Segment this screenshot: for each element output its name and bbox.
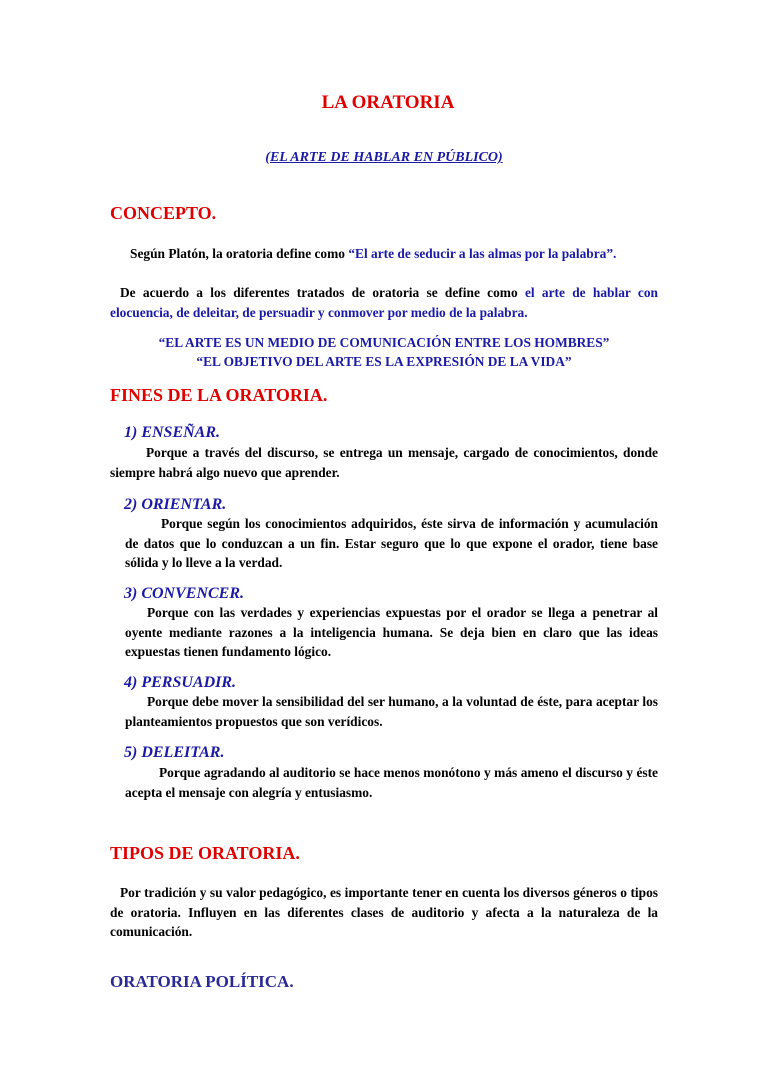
fin-5-title: 5) DELEITAR. xyxy=(124,744,225,761)
politica-heading: ORATORIA POLÍTICA. xyxy=(110,972,294,991)
fin-2-text: Porque según los conocimientos adquiridos, éste sirva de información y acumulación de datos que lo conduzcan a un fin. Estar seguro que lo que expone el orador, tiene base sólida y lo lleve a la verdad. xyxy=(125,516,658,570)
tipos-text: Por tradición y su valor pedagógico, es importante tener en cuenta los diversos géneros o tipos de oratoria. Influyen en las diferentes clases de auditorio y afecta a la naturaleza de la comunicación. xyxy=(110,885,658,939)
fin-1-text: Porque a través del discurso, se entrega un mensaje, cargado de conocimientos, donde siempre habrá algo nuevo que aprender. xyxy=(110,445,658,480)
quote-2: “EL OBJETIVO DEL ARTE ES LA EXPRESIÓN DE LA VIDA” xyxy=(196,354,572,369)
concepto-p2-lead: De acuerdo a los diferentes tratados de oratoria se define como xyxy=(120,285,525,300)
fin-4-text: Porque debe mover la sensibilidad del ser humano, a la voluntad de éste, para aceptar los planteamientos propuestos que son verídicos. xyxy=(125,694,658,729)
fin-3-title: 3) CONVENCER. xyxy=(124,585,245,602)
quote-1: “EL ARTE ES UN MEDIO DE COMUNICACIÓN ENTRE LOS HOMBRES” xyxy=(158,335,610,350)
fin-5-text: Porque agradando al auditorio se hace menos monótono y más ameno el discurso y éste acepta el mensaje con alegría y entusiasmo. xyxy=(125,765,658,800)
tipos-heading: TIPOS DE ORATORIA. xyxy=(110,843,300,863)
concepto-heading: CONCEPTO. xyxy=(110,203,217,223)
fin-2-title: 2) ORIENTAR. xyxy=(124,496,227,513)
fin-1-title: 1) ENSEÑAR. xyxy=(124,424,221,441)
concepto-p2-highlight: el arte de hablar con elocuencia, de deleitar, de persuadir y conmover por medio de la palabra. xyxy=(110,285,658,320)
concepto-paragraph-1 xyxy=(110,244,658,264)
fin-3-text: Porque con las verdades y experiencias expuestas por el orador se llega a penetrar al oyente mediante razones a la inteligencia humana. Se deja bien en claro que las ideas expuestas tienen fundamento lógico. xyxy=(125,605,658,659)
page-title: LA ORATORIA xyxy=(321,92,455,113)
concepto-p1-lead: Según Platón, la oratoria define como xyxy=(130,246,349,261)
concepto-paragraph-2 xyxy=(110,283,658,322)
fines-heading: FINES DE LA ORATORIA. xyxy=(110,385,328,405)
concepto-p1-quote: “El arte de seducir a las almas por la palabra”. xyxy=(348,246,617,261)
fin-4-title: 4) PERSUADIR. xyxy=(124,674,237,691)
page-subtitle: (EL ARTE DE HABLAR EN PÚBLICO) xyxy=(265,150,503,165)
